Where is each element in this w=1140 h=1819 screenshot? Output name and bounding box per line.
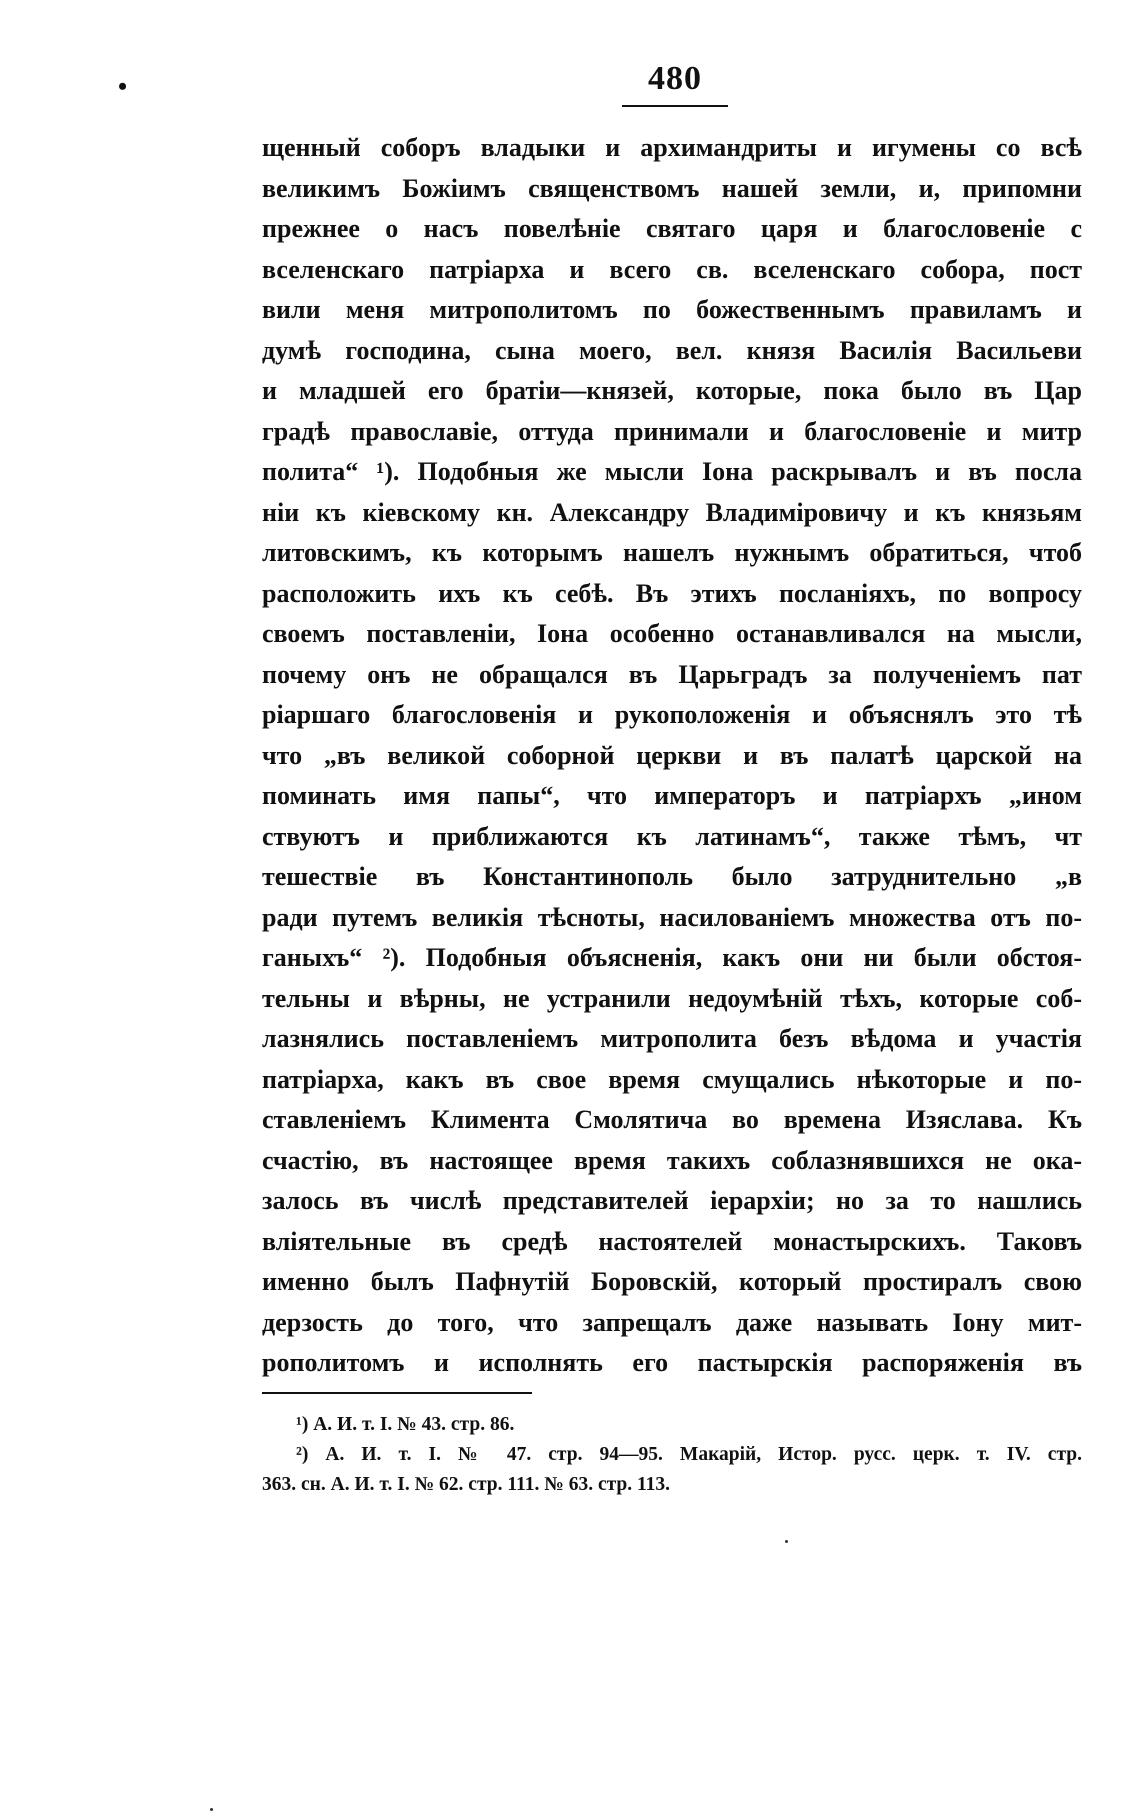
page-number-underline (622, 105, 728, 107)
text-line: патріарха, какъ въ свое время смущались нѣкоторые и по- (262, 1064, 1082, 1094)
margin-mark: • (118, 72, 128, 101)
text-line: литовскимъ, къ которымъ нашелъ нужнымъ обратиться, чтоб (262, 538, 1082, 567)
footnotes (262, 1410, 1082, 1500)
text-line: поминать имя папы“, что императоръ и патріархъ „ином (262, 781, 1082, 810)
text-line: вселенскаго патріарха и всего св. вселенскаго собора, пост (262, 254, 1082, 284)
text-line: своемъ поставленіи, Іона особенно останавливался на мысли, (262, 619, 1082, 648)
footnote-rule (262, 1392, 532, 1394)
text-line: тешествіе въ Константинополь было затруднительно „в (262, 862, 1082, 891)
footnote-2-continuation: 363. сн. А. И. т. І. № 62. стр. 111. № 63. стр. 113. (262, 1474, 671, 1495)
text-line: ставленіемъ Климента Смолятича во времена Изяслава. Къ (262, 1105, 1082, 1134)
text-line: тельны и вѣрны, не устранили недоумѣній тѣхъ, которые соб- (262, 983, 1082, 1013)
text-line: именно былъ Пафнутій Боровскій, который простиралъ свою (262, 1267, 1082, 1296)
text-line: великимъ Божіимъ священствомъ нашей земли, и, припомни (262, 173, 1082, 203)
footnote-2: ²) А. И. т. І. № 47. стр. 94—95. Макарій, Истор. русс. церк. т. IV. стр. (296, 1444, 1082, 1465)
text-line: лазнялись поставленіемъ митрополита безъ вѣдома и участія (262, 1024, 1082, 1053)
text-line: счастію, въ настоящее время такихъ соблазнявшихся не ока- (262, 1145, 1082, 1175)
text-line: щенный соборъ владыки и архимандриты и игумены со всѣ (262, 133, 1082, 162)
text-line: полита“ ¹). Подобныя же мысли Іона раскрывалъ и въ посла (262, 457, 1082, 486)
footnote-1: ¹) А. И. т. І. № 43. стр. 86. (296, 1414, 515, 1435)
text-line: прежнее о насъ повелѣніе святаго царя и благословеніе с (262, 214, 1082, 243)
text-line: вліятельные въ средѣ настоятелей монастырскихъ. Таковъ (262, 1226, 1082, 1256)
scan-speck (785, 1540, 788, 1543)
text-line: что „въ великой соборной церкви и въ палатѣ царской на (262, 740, 1082, 770)
text-line: вили меня митрополитомъ по божественнымъ правиламъ и (262, 295, 1082, 324)
body-text (262, 128, 1082, 1384)
text-line: ганыхъ“ ²). Подобныя объясненія, какъ они ни были обстоя- (262, 943, 1082, 972)
text-line: расположить ихъ къ себѣ. Въ этихъ посланіяхъ, по вопросу (262, 578, 1082, 608)
text-line: ніи къ кіевскому кн. Александру Владиміровичу и къ князьям (262, 497, 1082, 527)
text-line: думѣ господина, сына моего, вел. князя Василія Васильеви (262, 335, 1082, 365)
text-line: и младшей его братіи—князей, которые, пока было въ Цар (262, 376, 1082, 405)
text-line: ствуютъ и приближаются къ латинамъ“, также тѣмъ, чт (262, 821, 1082, 851)
text-line: градѣ православіе, оттуда принимали и благословеніе и митр (262, 416, 1082, 446)
text-line: залось въ числѣ представителей іерархіи; но за то нашлись (262, 1186, 1082, 1215)
text-line: ріаршаго благословенія и рукоположенія и объяснялъ это тѣ (262, 700, 1082, 729)
text-line: почему онъ не обращался въ Царьградъ за полученіемъ пат (262, 659, 1082, 689)
text-line: дерзость до того, что запрещалъ даже называть Іону мит- (262, 1307, 1082, 1337)
page-number: 480 (648, 60, 702, 97)
scan-speck (210, 1808, 213, 1811)
text-line: ради путемъ великія тѣсноты, насилованіемъ множества отъ по- (262, 902, 1082, 932)
text-line: рополитомъ и исполнять его пастырскія распоряженія въ (262, 1348, 1082, 1377)
